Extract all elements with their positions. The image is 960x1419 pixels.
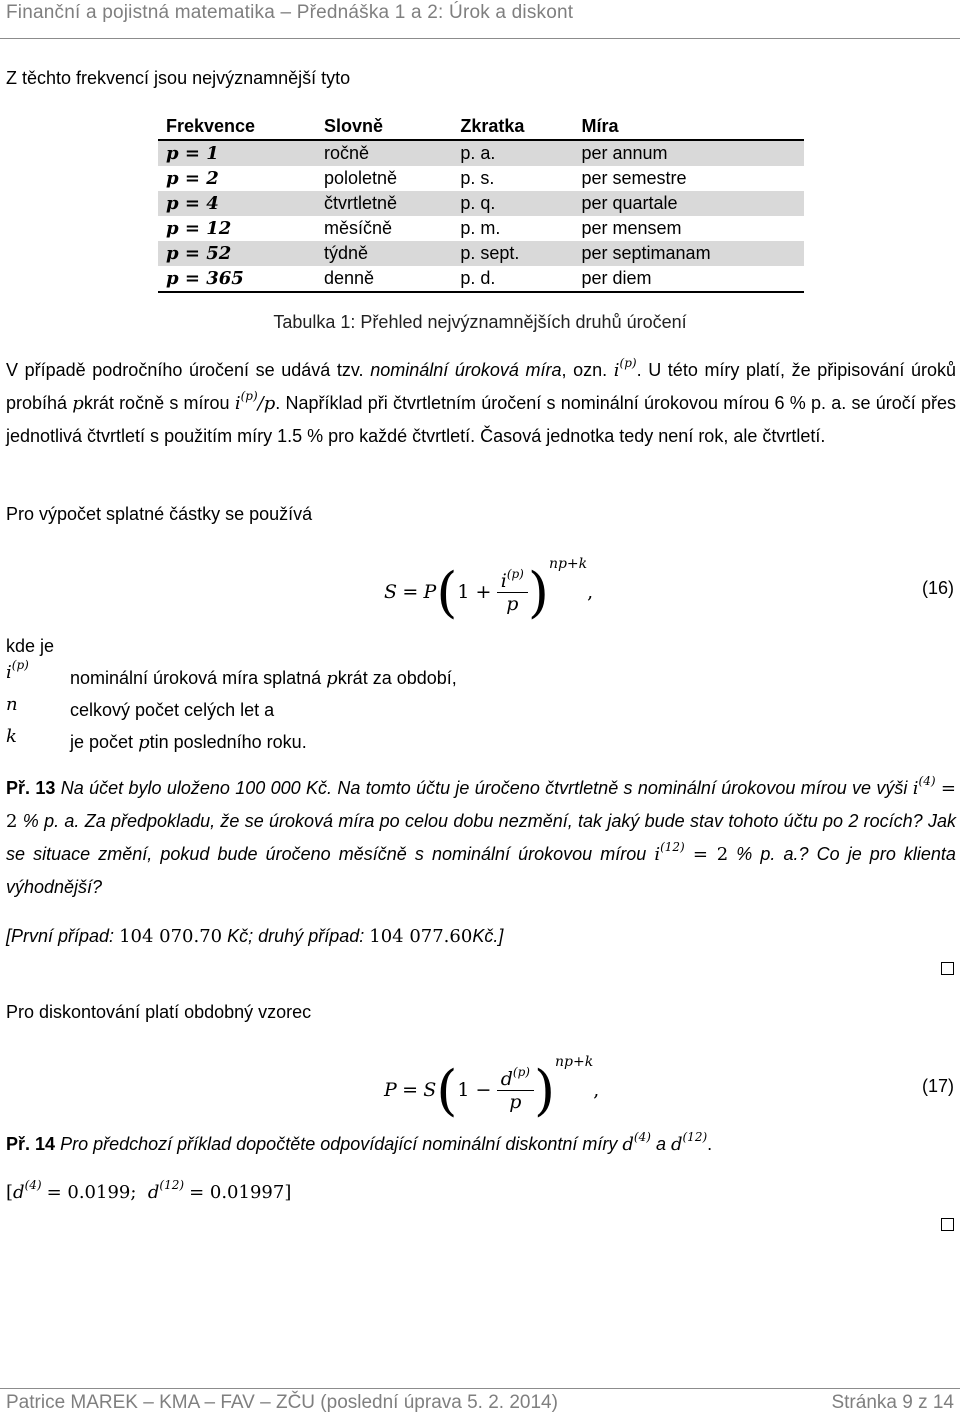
equation-number-16: (16) (922, 578, 955, 598)
freq-cell: p = 52 (158, 241, 316, 266)
rate-cell: per mensem (581, 218, 682, 238)
rate-cell: per annum (574, 140, 805, 166)
para1-text: . U této míry platí, že připisování úroků probíhá (6, 360, 956, 413)
example-14-answer: [$d^{(4)} = 0.0199$; $d^{(12)} = 0.01997$] (6, 1178, 292, 1203)
intro-text: Z těchto frekvencí jsou nejvýznamnější tyto (6, 68, 351, 88)
table-row (158, 140, 804, 166)
math-i12: $i^{(12)}$ (654, 840, 685, 865)
para1-italic-term: nominální úroková míra (370, 360, 562, 380)
example-text: Pro předchozí příklad dopočtěte odpovídající nominální diskontní míry (60, 1134, 618, 1154)
definitions-heading: kde je (6, 636, 55, 656)
table-row (158, 166, 804, 191)
example-text: % p. a.? Co je pro klienta výhodnější? (6, 844, 956, 897)
col-header-frekvence: Frekvence (158, 113, 316, 140)
def-text: celkový počet celých let a (70, 700, 275, 720)
rate-cell: per quartale (574, 191, 805, 216)
example-text: Na účet bylo uloženo 100 000 Kč. Na tomto účtu je úročeno čtvrtletně s nominální úrokovou (60, 778, 796, 798)
word-cell: měsíčně (324, 218, 393, 238)
example-text: stav tohoto účtu po 2 rocích? Jak se situace změní, pokud bude úročeno měsíčně s nominální úrokovou (6, 811, 956, 864)
para1-text: V případě področního úročení se udává tzv. (6, 360, 364, 380)
rate-cell: per diem (574, 266, 805, 292)
end-of-example-square (941, 962, 954, 975)
footer-author: Patrice MAREK – KMA – FAV – ZČU (poslední úprava 5. 2. 2014) (6, 1392, 558, 1413)
rate-cell: per semestre (581, 168, 687, 188)
example-text: mírou (600, 844, 647, 864)
abbr-cell: p. q. (452, 191, 573, 216)
def-symbol-k: k (6, 726, 17, 747)
freq-cell: p = 365 (158, 266, 316, 292)
math-i-p: $i^{(p)}$ (613, 356, 637, 381)
math-p: p (72, 393, 84, 414)
freq-cell: p = 12 (166, 218, 232, 239)
example-13: Př. 13 Na účet bylo uloženo 100 000 Kč. Na tomto účtu je úročeno čtvrtletně s nominální úrokovou mírou ve výši $i^{(4)} = 2$ % p. a. Za předpokladu, že se úroková míra po celou dobu nezmění, tak jaký bude stav tohoto účtu po 2 rocích? Jak se situace změní, pokud bude úročeno měsíčně s nominální úrokovou mírou $i^{(12)} = 2$ % p. a.? Co je pro klienta výhodnější? (6, 774, 956, 897)
equation-number-17: (17) (922, 1076, 955, 1096)
equation-17: P = S ( 1 − $\frac{d^{(p)}}{p}$ ) np+k , (384, 1054, 600, 1122)
word-cell: ročně (316, 140, 452, 166)
para1-text: , ozn. (561, 360, 608, 380)
word-cell: denně (316, 266, 452, 292)
para1-text: . Například při čtvrtletním úročení s nominální úrokovou mírou 6 % p. a. se úročí přes jednotlivá čtvrtletí s použitím míry 1.5 % pro každé čtvrtletí. Časová jednotka tedy není rok, ale čtvrtletí. (6, 393, 956, 446)
table-row (158, 241, 804, 266)
col-header-zkratka: Zkratka (452, 113, 573, 140)
def-text: je počet ptin posledního roku. (70, 732, 307, 753)
word-cell: čtvrtletně (316, 191, 452, 216)
example-14: Př. 14 Pro předchozí příklad dopočtěte odpovídající nominální diskontní míry $d^{(4)}$ a $d^{(12)}$. (6, 1130, 713, 1155)
col-header-slovne: Slovně (316, 113, 452, 140)
word-cell: pololetně (324, 168, 398, 188)
frequency-table (158, 113, 804, 293)
math-i4: $i^{(4)}$ (912, 774, 936, 799)
table-row (158, 216, 804, 241)
word-cell: týdně (316, 241, 452, 266)
example-text: mírou ve výši (800, 778, 908, 798)
example-13-answer: [První případ: 104 070.70 Kč; druhý případ: 104 077.60Kč.] (6, 926, 504, 947)
example-14-label: Př. 14 (6, 1134, 56, 1154)
def-text: nominální úroková míra splatná pkrát za období, (70, 668, 457, 689)
table-caption: Tabulka 1: Přehled nejvýznamnějších druhů úročení (273, 312, 687, 332)
discount-intro: Pro diskontování platí obdobný vzorec (6, 1002, 312, 1022)
header-divider (0, 38, 960, 39)
abbr-cell: p. s. (460, 168, 495, 188)
equation-16: S = P ( 1 + $\frac{i^{(p)}}{p}$ ) np+k , (384, 556, 594, 624)
abbr-cell: p. sept. (452, 241, 573, 266)
example-text: % p. a. Za předpokladu, že se úroková míra po celou dobu nezmění, tak jaký bude (22, 811, 685, 831)
abbr-cell: p. m. (460, 218, 501, 238)
para1-text: krát ročně s mírou (83, 393, 230, 413)
freq-cell: p = 2 (166, 168, 219, 189)
math-i-p-over-p: $i^{(p)}/p$ (234, 389, 276, 414)
formula-intro: Pro výpočet splatné částky se používá (6, 504, 313, 524)
footer-divider (0, 1388, 960, 1389)
table-header-row (158, 113, 804, 140)
abbr-cell: p. d. (452, 266, 573, 292)
freq-cell: p = 4 (158, 191, 316, 216)
table-row (158, 266, 804, 292)
nominal-rate-paragraph (6, 354, 956, 452)
rate-cell: per septimanam (574, 241, 805, 266)
footer-page-number: Stránka 9 z 14 (831, 1392, 954, 1413)
page-header: Finanční a pojistná matematika – Přednáška 1 a 2: Úrok a diskont (6, 2, 574, 23)
def-symbol-i-p: $i^{(p)}$ (6, 658, 29, 683)
example-13-label: Př. 13 (6, 778, 56, 798)
table-row (158, 191, 804, 216)
abbr-cell: p. a. (452, 140, 573, 166)
col-header-mira: Míra (574, 113, 805, 140)
def-symbol-n: n (6, 694, 18, 715)
end-of-example-square (941, 1218, 954, 1231)
freq-cell: p = 1 (158, 140, 316, 166)
